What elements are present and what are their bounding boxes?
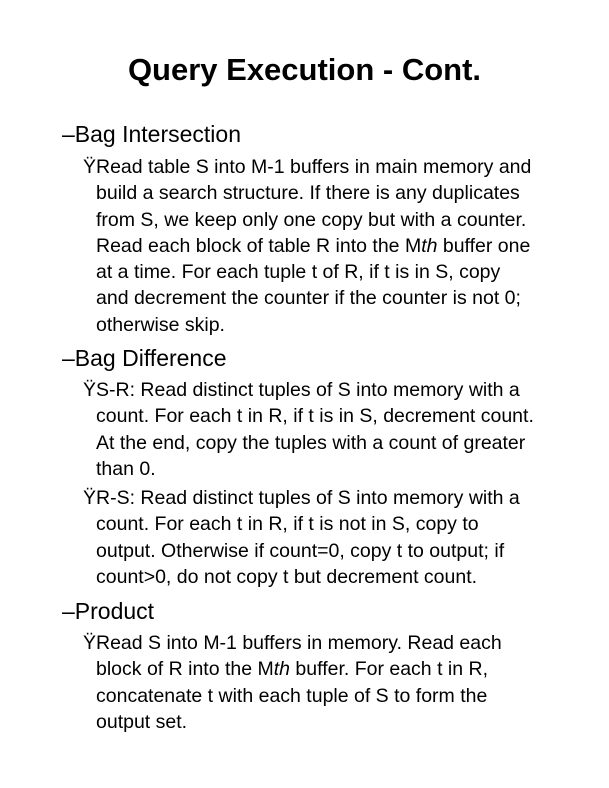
text-line: otherwise skip. — [96, 313, 225, 336]
text-line: count>0, do not copy t but decrement count. — [96, 566, 478, 589]
bullet-item — [83, 630, 604, 735]
section-heading: –Bag Difference — [62, 345, 227, 371]
text-line: concatenate t with each tuple of S to form the — [96, 684, 488, 707]
slide-title: Query Execution - Cont. — [127, 52, 482, 87]
text-line: Read table S into M-1 buffers in main memory and — [96, 156, 532, 178]
italic-text-run: th — [273, 658, 291, 681]
text-line: count. For each t in R, if t is in S, decrement count. — [96, 405, 534, 428]
text-run: buffer one — [437, 234, 531, 257]
text-line — [96, 656, 604, 682]
text-line: and decrement the counter if the counter is not 0; — [96, 287, 521, 310]
text-line: build a search structure. If there is any duplicates — [96, 182, 520, 205]
text-line: S-R: Read distinct tuples of S into memory with a — [96, 379, 520, 401]
text-line: At the end, copy the tuples with a count of greater — [96, 431, 526, 454]
bullet-item — [83, 377, 604, 482]
bullet-glyph-icon: Ÿ — [83, 487, 96, 510]
text-run: Read each block of table R into the M — [96, 234, 422, 257]
section-bag-intersection — [62, 120, 602, 338]
text-line: R-S: Read distinct tuples of S into memory with a — [96, 487, 520, 510]
bullet-glyph-icon: Ÿ — [83, 632, 96, 654]
text-run: buffer. For each t in R, — [290, 658, 489, 681]
text-line: at a time. For each tuple t of R, if t is in S, copy — [96, 261, 501, 284]
bullet-item — [83, 485, 604, 590]
section-bag-difference — [62, 344, 602, 590]
text-line: from S, we keep only one copy but with a counter. — [96, 208, 527, 231]
italic-text-run: th — [421, 234, 438, 257]
section-product — [62, 597, 602, 735]
text-line: output set. — [96, 710, 188, 733]
text-line: output. Otherwise if count=0, copy t to output; if — [96, 539, 505, 562]
text-line: count. For each t in R, if t is not in S, copy to — [96, 513, 479, 536]
text-line: than 0. — [96, 457, 156, 480]
text-line: Read S into M-1 buffers in memory. Read each — [96, 632, 502, 654]
text-run: block of R into the M — [96, 658, 274, 681]
bullet-glyph-icon: Ÿ — [83, 156, 96, 178]
section-heading: –Product — [62, 598, 155, 624]
bullet-glyph-icon: Ÿ — [83, 379, 96, 401]
text-line — [96, 233, 604, 259]
section-heading: –Bag Intersection — [62, 121, 242, 147]
bullet-item — [83, 154, 604, 338]
